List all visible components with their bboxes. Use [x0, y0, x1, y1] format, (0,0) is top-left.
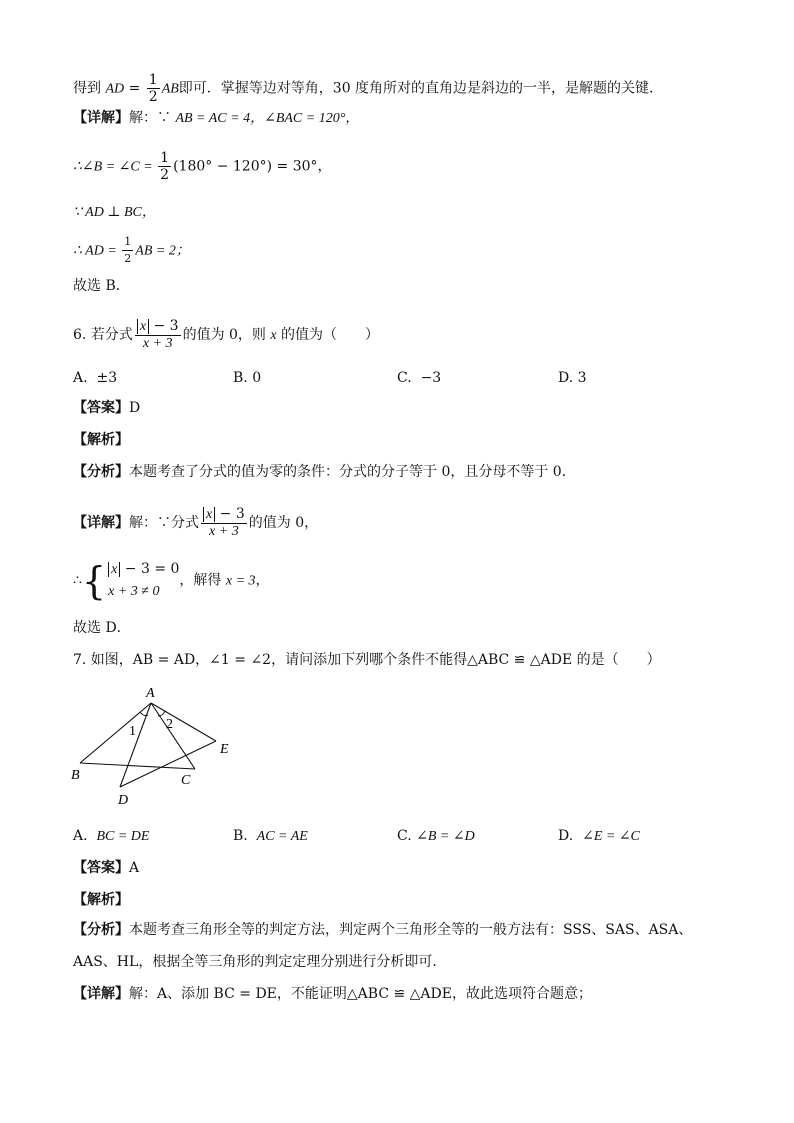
- label-angle-1: 1: [129, 724, 136, 739]
- option-a: [73, 368, 117, 388]
- text-fragment: 故选 B．: [73, 278, 130, 294]
- q7-option-d: [558, 826, 640, 847]
- analysis-text: AAS、HL，根据全等三角形的判定定理分别进行分析即可．: [73, 954, 447, 970]
- solution-line-3: [73, 150, 332, 183]
- text-fragment: 的值为（ ）: [276, 327, 380, 343]
- option-label: A.: [73, 370, 88, 386]
- math-fragment: AB: [161, 81, 179, 97]
- section-tag: 【分析】: [73, 922, 129, 938]
- text-fragment: 解：∵: [129, 110, 176, 126]
- section-tag: 【答案】: [73, 400, 129, 416]
- absolute-value: x: [203, 507, 215, 522]
- option-value: ∠B = ∠D: [416, 829, 475, 844]
- fraction-numerator: [201, 506, 247, 524]
- fraction-numerator: 1: [148, 72, 158, 88]
- therefore-symbol: ∴: [73, 572, 82, 589]
- q7-xiangjie-line: [73, 984, 592, 1004]
- label-angle-2: 2: [166, 717, 173, 732]
- math-fragment: − 3: [215, 506, 245, 522]
- q7-answer-line: [73, 858, 139, 878]
- option-value: 0: [252, 370, 262, 386]
- solution-line-2: [73, 108, 359, 129]
- label-a: A: [146, 686, 155, 701]
- section-tag: 【详解】: [73, 110, 129, 126]
- question-6-stem: [73, 318, 379, 352]
- equation-row-1: [108, 558, 179, 581]
- answer-value: D: [129, 400, 141, 416]
- fraction-denominator: 2: [160, 167, 170, 183]
- math-fragment: AD: [105, 81, 125, 97]
- solution-line-1: [73, 72, 663, 105]
- math-fragment: ∵ AD ⊥ BC，: [73, 205, 156, 220]
- answer-line: [73, 398, 140, 418]
- math-fragment: AB = 2；: [135, 243, 190, 259]
- fraction: [158, 150, 171, 183]
- math-fragment: − 3: [149, 318, 179, 334]
- option-value: ±3: [96, 370, 118, 386]
- text-fragment: 得到: [73, 80, 101, 97]
- fraction-numerator: [135, 318, 181, 336]
- math-fragment: =: [124, 80, 145, 97]
- left-brace-icon: {: [81, 558, 107, 603]
- section-tag: 【答案】: [73, 860, 129, 876]
- absolute-value: x: [137, 319, 149, 334]
- solution-line-5: [73, 234, 190, 267]
- analysis-text: 本题考查三角形全等的判定方法，判定两个三角形全等的一般方法有：SSS、SAS、ASA、: [129, 922, 693, 938]
- section-tag: 【详解】: [73, 986, 129, 1002]
- solution-line-4: [73, 202, 156, 223]
- fraction: [201, 506, 247, 540]
- section-tag: 【解析】: [73, 432, 129, 448]
- q7-option-a: [73, 826, 149, 847]
- option-label: D.: [558, 370, 574, 386]
- option-label: B.: [233, 828, 248, 844]
- math-fragment: − 3 = 0: [120, 561, 180, 577]
- section-tag: 【解析】: [73, 892, 129, 908]
- fraction-numerator: 1: [160, 150, 170, 166]
- option-value: AC = AE: [256, 829, 308, 844]
- absolute-value: x: [108, 562, 120, 577]
- solution-line-6: [73, 276, 130, 296]
- option-b: [233, 368, 261, 388]
- text-fragment: ，解得: [179, 572, 226, 589]
- answer-value: A: [129, 860, 140, 876]
- label-e: E: [220, 742, 229, 757]
- fraction: [135, 318, 181, 352]
- q7-option-b: [233, 826, 308, 847]
- section-tag: 【详解】: [73, 515, 129, 531]
- option-value: ∠E = ∠C: [582, 829, 640, 844]
- text-fragment: 故选 D．: [73, 620, 131, 636]
- option-d: [558, 368, 587, 388]
- option-label: B.: [233, 370, 248, 386]
- segment-ac: [151, 703, 195, 769]
- segment-ae: [151, 703, 216, 741]
- label-d: D: [118, 793, 129, 808]
- fraction-denominator: 2: [148, 89, 158, 105]
- label-c: C: [181, 773, 191, 788]
- math-fragment: ∴∠B = ∠C =: [73, 159, 157, 175]
- option-label: C.: [397, 828, 412, 844]
- fraction: [147, 72, 160, 105]
- segment-bc: [80, 763, 195, 769]
- option-value: 3: [577, 370, 587, 386]
- math-fragment: x: [270, 328, 277, 343]
- math-fragment: ∴ AD =: [73, 243, 121, 259]
- option-c: [397, 368, 441, 388]
- choose-line: [73, 618, 131, 638]
- equation-row-2: x + 3 ≠ 0: [108, 584, 160, 599]
- q7-option-c: [397, 826, 475, 847]
- text-fragment: ，: [255, 572, 270, 589]
- q7-fenxi-line-2: [73, 952, 446, 972]
- system-line: [73, 558, 270, 603]
- question-text: 7. 如图，AB = AD，∠1 = ∠2，请问添加下列哪个条件不能得△ABC ≌ △ADE 的是（ ）: [73, 652, 661, 668]
- fraction-numerator: 1: [122, 234, 133, 251]
- math-fragment: x = 3: [225, 573, 256, 589]
- analysis-text: 本题考查了分式的值为零的条件：分式的分子等于 0，且分母不等于 0．: [129, 464, 576, 480]
- section-tag: 【分析】: [73, 464, 129, 480]
- option-label: A.: [73, 828, 88, 844]
- text-fragment: 解：∵分式: [129, 515, 199, 531]
- jiexi-line: [73, 430, 129, 450]
- label-b: B: [71, 768, 80, 783]
- fraction-denominator: x + 3: [209, 524, 239, 539]
- fraction: [122, 234, 133, 267]
- option-label: C.: [397, 370, 412, 386]
- detail-text: 解：A、添加 BC = DE，不能证明△ABC ≌ △ADE，故此选项符合题意；: [129, 986, 592, 1002]
- q7-jiexi-line: [73, 890, 129, 910]
- text-fragment: 的值为 0，则: [182, 327, 271, 343]
- equation-system: [108, 558, 179, 603]
- fraction-denominator: 2: [124, 252, 132, 265]
- question-7-stem: [73, 650, 661, 670]
- option-value: −3: [420, 370, 442, 386]
- option-value: BC = DE: [96, 829, 150, 844]
- fraction-denominator: x + 3: [142, 336, 173, 351]
- geometry-figure: [68, 680, 248, 810]
- option-label: D.: [558, 828, 574, 844]
- q7-fenxi-line-1: [73, 920, 692, 940]
- xiangjie-line: [73, 506, 318, 540]
- math-fragment: (180° − 120°) = 30°，: [173, 158, 332, 175]
- question-prefix: 6. 若分式: [73, 327, 133, 343]
- text-fragment: 即可．掌握等边对等角，30 度角所对的直角边是斜边的一半，是解题的关键．: [178, 80, 664, 97]
- math-fragment: AB = AC = 4，∠BAC = 120°，: [175, 111, 360, 126]
- fenxi-line: [73, 462, 576, 482]
- text-fragment: 的值为 0，: [248, 515, 319, 531]
